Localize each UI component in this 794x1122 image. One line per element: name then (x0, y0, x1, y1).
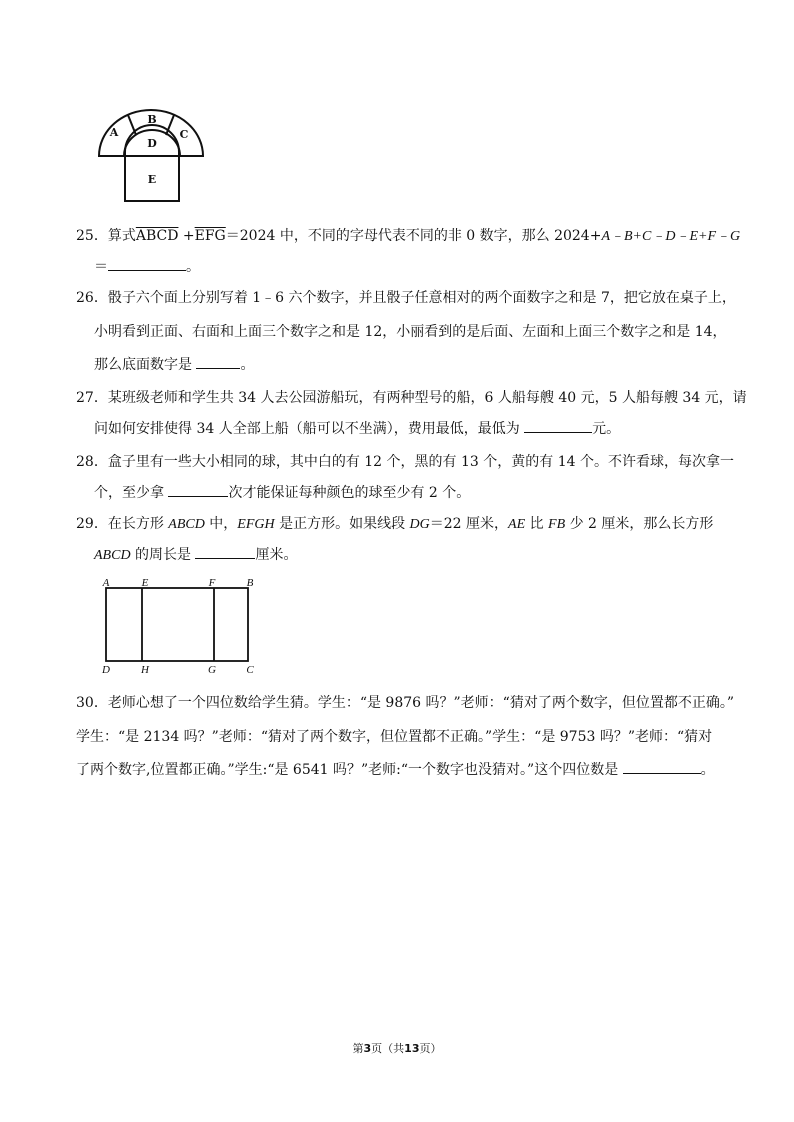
label-h: H (141, 664, 149, 676)
question-26-line3: 那么底面数字是 。 (94, 354, 254, 375)
page-number: 3 (363, 1042, 372, 1055)
question-28-line2: 个，至少拿 次才能保证每种颜色的球至少有 2 个。 (94, 482, 470, 503)
question-26-line2: 小明看到正面、右面和上面三个数字之和是 12，小丽看到的是后面、左面和上面三个数字之和是 14， (94, 324, 727, 340)
question-28: 28．盒子里有一些大小相同的球，其中白的有 12 个，黑的有 13 个，黄的有 14 个。不许看球，每次拿一 (76, 454, 734, 470)
answer-blank-26[interactable] (196, 354, 240, 369)
question-27-line2: 问如何安排使得 34 人全部上船（船可以不坐满），费用最低，最低为 元。 (94, 418, 620, 439)
q25-number: 25． (76, 228, 108, 244)
answer-blank-28[interactable] (168, 482, 228, 497)
answer-blank-29[interactable] (195, 544, 255, 559)
answer-blank-25[interactable] (108, 256, 186, 271)
label-d: D (147, 137, 157, 150)
q28-number: 28． (76, 454, 108, 470)
page-footer: 第3页（共13页） (352, 1042, 442, 1055)
question-25-line2: ＝ 。 (94, 256, 200, 277)
label-c: C (246, 664, 254, 676)
label-b: B (147, 113, 157, 126)
question-25: 25．算式ABCD $+\overline{EFG}=2024$ 中，不同的字母代表不同的非 0 数字，那么 2024+A﹣B+C﹣D﹣E+F﹣G (76, 228, 741, 244)
q26-number: 26． (76, 290, 108, 306)
label-c: C (179, 128, 189, 141)
q30-number: 30． (76, 695, 108, 711)
arch-figure (96, 106, 206, 202)
q25-term1: ABCD (135, 228, 179, 244)
q25-term2: $\overline{EFG}$ (194, 228, 226, 244)
q29-number: 29． (76, 516, 108, 532)
label-g: G (208, 664, 216, 676)
label-a: A (109, 126, 119, 139)
total-pages: 13 (404, 1042, 420, 1055)
question-30: 30．老师心想了一个四位数给学生猜。学生：“是 9876 吗？”老师：“猜对了两个数字，但位置都不正确。” (76, 695, 734, 711)
rectangle-figure (98, 576, 260, 676)
question-29: 29．在长方形 ABCD 中，EFGH 是正方形。如果线段 DG＝22 厘米，AE 比 FB 少 2 厘米，那么长方形 (76, 516, 714, 532)
question-30-line2: 学生：“是 2134 吗？”老师：“猜对了两个数字，但位置都不正确。”学生：“是 9753 吗？”老师：“猜对 (76, 729, 713, 745)
question-26: 26．骰子六个面上分别写着 1﹣6 六个数字，并且骰子任意相对的两个面数字之和是 7，把它放在桌子上， (76, 290, 736, 306)
q25-expression: A﹣B+C﹣D﹣E+F﹣G (601, 229, 741, 244)
q27-number: 27． (76, 390, 108, 406)
label-d: D (102, 664, 110, 676)
label-f: F (208, 577, 216, 589)
question-29-line2: ABCD 的周长是 厘米。 (94, 544, 297, 566)
label-e: E (141, 577, 149, 589)
label-e: E (147, 173, 157, 186)
question-30-line3: 了两个数字,位置都正确。”学生:“是 6541 吗？”老师:“一个数字也没猜对。”这个四位数是 。 (76, 759, 715, 780)
label-a: A (102, 577, 110, 589)
label-b: B (246, 577, 254, 589)
answer-blank-30[interactable] (623, 759, 701, 774)
answer-blank-27[interactable] (524, 418, 592, 433)
question-27: 27．某班级老师和学生共 34 人去公园游船玩，有两种型号的船，6 人船每艘 40 元，5 人船每艘 34 元，请 (76, 390, 747, 406)
